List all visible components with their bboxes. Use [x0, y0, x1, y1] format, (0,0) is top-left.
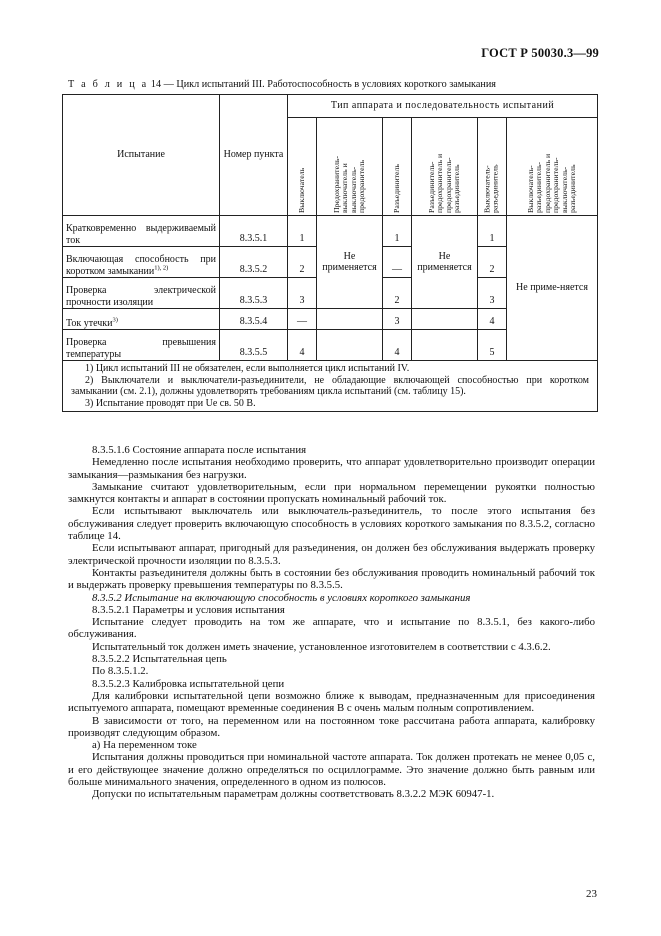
test-cycle-table [62, 94, 598, 412]
device-type-label: Выключатель [296, 167, 306, 213]
seq-cell: 3 [478, 278, 507, 309]
seq-cell: 1 [478, 216, 507, 247]
device-type-label: Выключатель-разъединитель-предохранитель и предохранитель-выключатель-разъединитель [525, 153, 577, 213]
table-footnotes [63, 361, 598, 412]
paragraph: Если испытывают аппарат, пригодный для разъединения, он должен без обслуживания выдержать проверку электрической прочности изоляции по 8.3.5.3. [68, 542, 595, 567]
test-name: Ток утечки$^{3)}$ [63, 309, 220, 330]
device-type-label: Выключатель-разъединитель [482, 164, 500, 213]
group-header: Тип аппарата и последовательность испытаний [288, 95, 598, 118]
seq-cell: — [288, 309, 317, 330]
section-heading: 8.3.5.2.3 Калибровка испытательной цепи [92, 677, 285, 690]
not-applicable-cell: Не приме-няется [507, 216, 598, 361]
device-type-label: Разъединитель [391, 163, 401, 213]
paragraph: Испытательный ток должен иметь значение, установленное изготовителем в соответствии с 4.3.6.2. [92, 640, 551, 653]
footnote-ref: 3) [112, 316, 118, 324]
col-header-device-4 [412, 118, 478, 216]
test-name: Проверка превышения температуры [63, 330, 220, 361]
footnote-ref: 1), 2) [154, 264, 169, 272]
paragraph: Замыкание считают удовлетворительным, если при нормальном перемещении рукоятки полностью замкнутся контакты и аппарат в состоянии пропускать номинальный рабочий ток. [68, 480, 595, 506]
not-applicable-cell: Не применяется [412, 216, 478, 309]
section-heading: 8.3.5.2 Испытание на включающую способность в условиях короткого замыкания [92, 591, 471, 604]
seq-cell: 1 [288, 216, 317, 247]
paragraph: Для калибровки испытательной цепи возможно ближе к выводам, предназначенным для присоединения испытуемого аппарата, помещают временные соединения B с очень малым полным сопротивлением. [68, 689, 595, 715]
seq-cell: 5 [478, 330, 507, 361]
table-caption-prefix: Т а б л и ц а [68, 79, 149, 90]
paragraph: Если испытывают выключатель или выключатель-разъединитель, то после этого испытания без обслуживания следует проверить включающую способность в условиях короткого замыкания по 8.3.5.2, согласно таблице 14. [68, 505, 595, 543]
empty-cell [317, 309, 383, 330]
col-header-device-2 [317, 118, 383, 216]
paragraph: Контакты разъединителя должны быть в состоянии без обслуживания проводить номинальный рабочий ток и выдержать проверку превышения температуры по 8.3.5.5. [68, 566, 595, 592]
seq-cell: 2 [288, 247, 317, 278]
col-header-device-1 [288, 118, 317, 216]
seq-cell: 2 [478, 247, 507, 278]
col-header-test: Испытание [63, 95, 220, 216]
seq-cell: 1 [383, 216, 412, 247]
point-number: 8.3.5.5 [220, 330, 288, 361]
paragraph: В зависимости от того, на переменном или на постоянном токе рассчитана работа аппарата, калибровку производят следующим образом. [68, 714, 595, 739]
seq-cell: 4 [383, 330, 412, 361]
empty-cell [317, 330, 383, 361]
section-heading: 8.3.5.1.6 Состояние аппарата после испытания [92, 444, 307, 456]
test-name: Проверка электрической прочности изоляции [63, 278, 220, 309]
page-number: 23 [586, 888, 597, 900]
empty-cell [412, 309, 478, 330]
seq-cell: — [383, 247, 412, 278]
section-heading: 8.3.5.2.2 Испытательная цепь [92, 653, 227, 666]
col-header-device-5 [478, 118, 507, 216]
empty-cell [412, 330, 478, 361]
not-applicable-cell: Не применяется [317, 216, 383, 309]
point-number: 8.3.5.4 [220, 309, 288, 330]
col-header-device-6 [507, 118, 598, 216]
body-text [68, 444, 595, 801]
paragraph: По 8.3.5.1.2. [92, 665, 149, 678]
section-heading: 8.3.5.2.1 Параметры и условия испытания [92, 603, 285, 616]
footnote: 2) Выключатели и выключатели-разъединители, не обладающие включающей способностью при коротком замыкании (см. 2.1), должны удовлетворять требованиям цикла испытаний (см. таблицу 15). [71, 374, 589, 397]
point-number: 8.3.5.1 [220, 216, 288, 247]
paragraph: Допуски по испытательным параметрам должны соответствовать 8.3.2.2 МЭК 60947-1. [92, 788, 495, 801]
paragraph: Испытание следует проводить на том же аппарате, что и испытание по 8.3.5.1, без какого-либо обслуживания. [68, 616, 595, 641]
table-caption-text: 14 — Цикл испытаний III. Работоспособность в условиях короткого замыкания [150, 79, 496, 90]
document-header: ГОСТ Р 50030.3—99 [481, 46, 599, 60]
col-header-number: Номер пункта [220, 95, 288, 216]
seq-cell: 4 [478, 309, 507, 330]
device-type-label: Разъединитель-предохранитель и предохранитель-разъединитель [426, 153, 461, 213]
test-name: Кратковременно выдерживаемый ток [63, 216, 220, 247]
device-type-label: Предохранитель-выключатель и выключатель-предохранитель [331, 155, 366, 213]
seq-cell: 2 [383, 278, 412, 309]
table-row [63, 216, 598, 247]
point-number: 8.3.5.3 [220, 278, 288, 309]
footnote: 3) Испытание проводят при Uе св. 50 В. [85, 397, 256, 409]
test-name: Включающая способность при коротком замыкании$^{1), 2)}$ [63, 247, 220, 278]
point-number: 8.3.5.2 [220, 247, 288, 278]
seq-cell: 3 [383, 309, 412, 330]
footnote: 1) Цикл испытаний III не обязателен, если выполняется цикл испытаний IV. [85, 363, 410, 374]
seq-cell: 3 [288, 278, 317, 309]
table-caption [68, 79, 496, 90]
paragraph: Испытания должны проводиться при номинальной частоте аппарата. Ток должен протекать не менее 0,05 с, и его действующее значение должно определяться по осциллограмме. Это значение должно быть равным или больше минимального значения, определенного в одном из полюсов. [68, 751, 595, 789]
seq-cell: 4 [288, 330, 317, 361]
col-header-device-3 [383, 118, 412, 216]
list-item: а) На переменном токе [92, 739, 197, 752]
paragraph: Немедленно после испытания необходимо проверить, что аппарат удовлетворительно производит операции замыкания—размыкания без нагрузки. [68, 456, 595, 481]
